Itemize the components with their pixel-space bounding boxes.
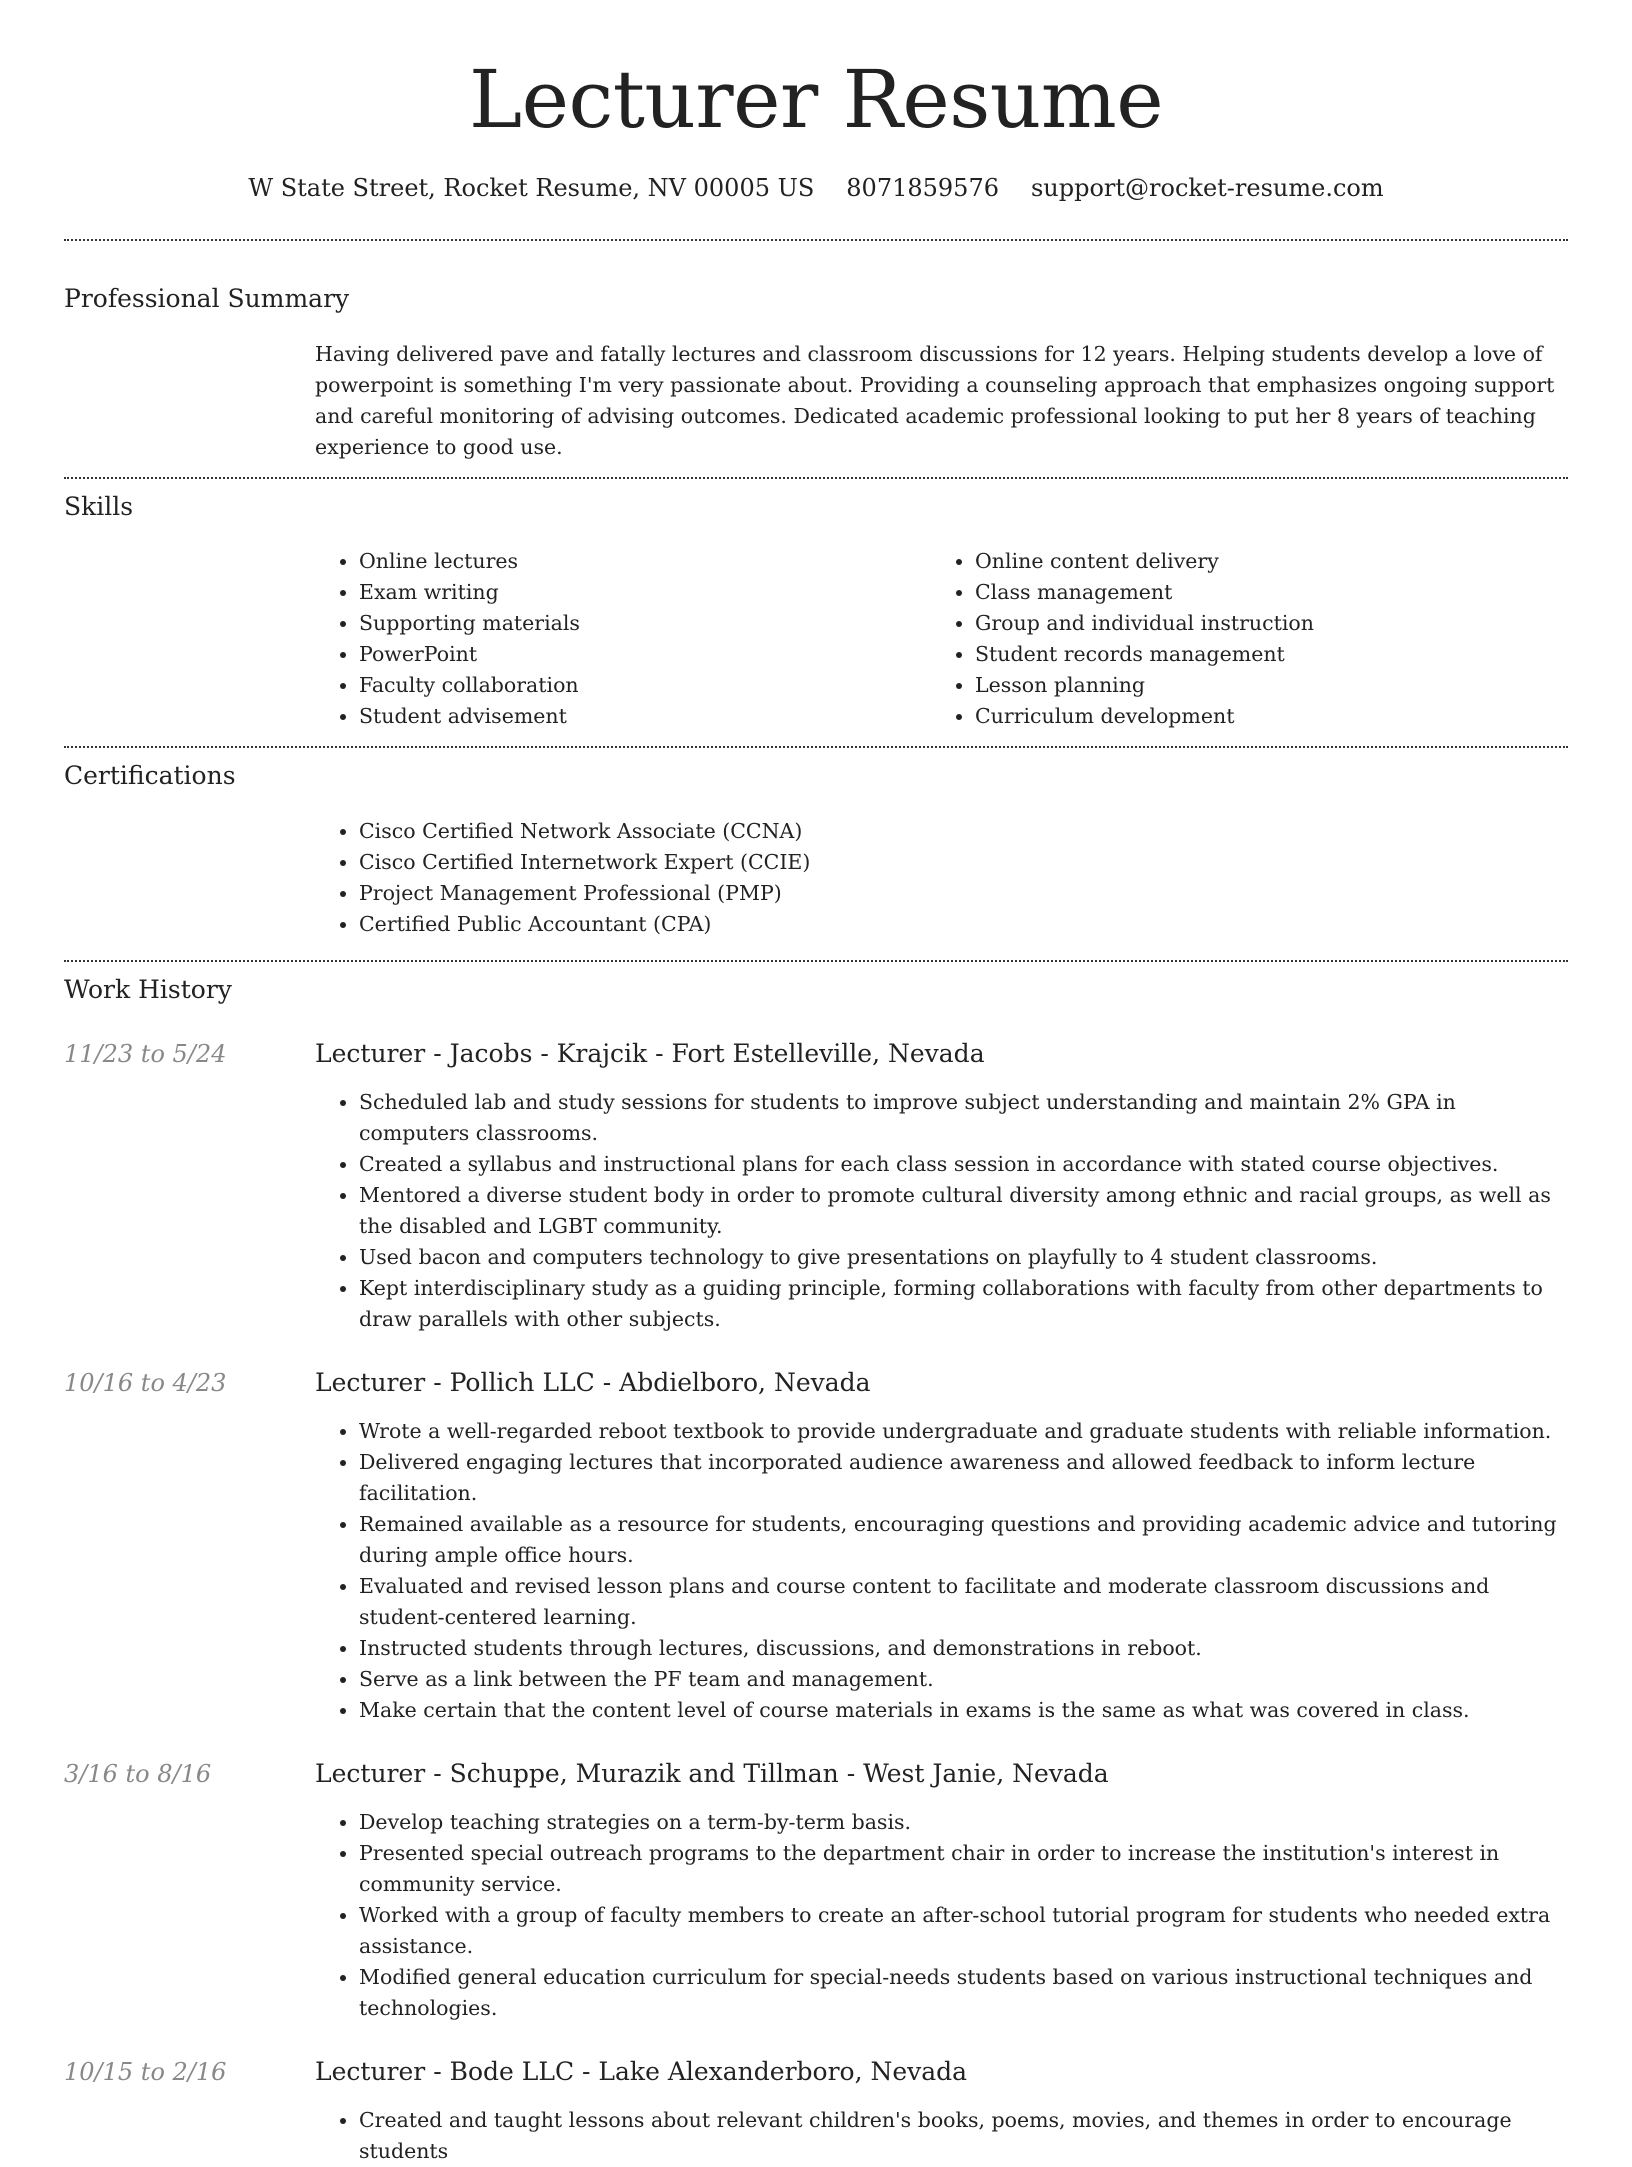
job-bullet: • Make certain that the content level of course materials in exams is the same as what was covered in class. (359, 1695, 1568, 1726)
job-bullet-list (315, 1807, 1568, 2024)
job-bullet: • Modified general education curriculum for special-needs students based on various instructional techniques and technologies. (359, 1962, 1568, 2024)
job-bullet: • Evaluated and revised lesson plans and course content to facilitate and moderate classroom discussions and student-centered learning. (359, 1571, 1568, 1633)
skill-item: • Faculty collaboration (359, 670, 931, 701)
certifications-list (315, 816, 1568, 960)
job-bullet: • Instructed students through lectures, discussions, and demonstrations in reboot. (359, 1633, 1568, 1664)
job-bullet-list (315, 1416, 1568, 1726)
job-bullet: • Used bacon and computers technology to give presentations on playfully to 4 student classrooms. (359, 1242, 1568, 1273)
contact-email: support@rocket-resume.com (1030, 174, 1384, 202)
section-heading-certifications: Certifications (64, 761, 236, 790)
skill-item: • Student records management (975, 639, 1568, 670)
job-bullet: • Develop teaching strategies on a term-by-term basis. (359, 1807, 1568, 1838)
jobs-list (64, 1039, 1568, 2167)
certification-item: • Cisco Certified Internetwork Expert (CCIE) (359, 847, 1568, 878)
skills-list-right (931, 546, 1568, 732)
job-title: Lecturer - Schuppe, Murazik and Tillman - West Janie, Nevada (315, 1759, 1109, 1788)
skill-item: • PowerPoint (359, 639, 931, 670)
job-entry (64, 1759, 1568, 2024)
job-dates: 3/16 to 8/16 (64, 1760, 212, 1788)
job-bullet: • Worked with a group of faculty members to create an after-school tutorial program for students who needed extra assistance. (359, 1900, 1568, 1962)
skills-grid (315, 546, 1568, 746)
professional-summary-section (64, 241, 1568, 477)
skills-section (64, 479, 1568, 746)
work-history-section (64, 962, 1568, 2167)
job-bullet: • Delivered engaging lectures that incorporated audience awareness and allowed feedback to inform lecture facilitation. (359, 1447, 1568, 1509)
contact-phone: 8071859576 (846, 174, 999, 202)
section-heading-summary: Professional Summary (64, 284, 350, 313)
job-dates: 10/16 to 4/23 (64, 1369, 227, 1397)
job-entry (64, 2057, 1568, 2167)
job-bullet-list (315, 2105, 1568, 2167)
job-bullet: • Wrote a well-regarded reboot textbook to provide undergraduate and graduate students with reliable information. (359, 1416, 1568, 1447)
skill-item: • Lesson planning (975, 670, 1568, 701)
job-bullet: • Remained available as a resource for students, encouraging questions and providing academic advice and tutoring during ample office hours. (359, 1509, 1568, 1571)
job-bullet: • Kept interdisciplinary study as a guiding principle, forming collaborations with faculty from other departments to draw parallels with other subjects. (359, 1273, 1568, 1335)
job-dates: 11/23 to 5/24 (64, 1040, 227, 1068)
job-bullet: • Serve as a link between the PF team and management. (359, 1664, 1568, 1695)
contact-address: W State Street, Rocket Resume, NV 00005 US (248, 174, 815, 202)
job-body (315, 1039, 1568, 1335)
job-title: Lecturer - Pollich LLC - Abdielboro, Nevada (315, 1368, 871, 1397)
skills-list-left (315, 546, 931, 732)
skill-item: • Supporting materials (359, 608, 931, 639)
skill-item: • Class management (975, 577, 1568, 608)
section-heading-skills: Skills (64, 492, 134, 521)
job-body (315, 1368, 1568, 1726)
job-title: Lecturer - Jacobs - Krajcik - Fort Estelleville, Nevada (315, 1039, 985, 1068)
job-bullet: • Mentored a diverse student body in order to promote cultural diversity among ethnic and racial groups, as well as the disabled and LGBT community. (359, 1180, 1568, 1242)
contact-line (64, 174, 1568, 202)
section-heading-work-history: Work History (64, 975, 232, 1004)
job-entry (64, 1039, 1568, 1335)
job-bullet: • Created a syllabus and instructional plans for each class session in accordance with stated course objectives. (359, 1149, 1568, 1180)
job-bullet-list (315, 1087, 1568, 1335)
skill-item: • Exam writing (359, 577, 931, 608)
job-bullet: • Created and taught lessons about relevant children's books, poems, movies, and themes in order to encourage students (359, 2105, 1568, 2167)
job-bullet: • Scheduled lab and study sessions for students to improve subject understanding and maintain 2% GPA in computers classrooms. (359, 1087, 1568, 1149)
skill-item: • Student advisement (359, 701, 931, 732)
job-body (315, 2057, 1568, 2167)
skill-item: • Group and individual instruction (975, 608, 1568, 639)
resume-title: Lecturer Resume (468, 53, 1164, 146)
certifications-section (64, 748, 1568, 960)
certification-item: • Certified Public Accountant (CPA) (359, 909, 1568, 940)
job-title: Lecturer - Bode LLC - Lake Alexanderboro, Nevada (315, 2057, 968, 2086)
skill-item: • Online content delivery (975, 546, 1568, 577)
job-entry (64, 1368, 1568, 1726)
job-bullet: • Presented special outreach programs to the department chair in order to increase the institution's interest in community service. (359, 1838, 1568, 1900)
job-body (315, 1759, 1568, 2024)
skill-item: • Online lectures (359, 546, 931, 577)
certification-item: • Project Management Professional (PMP) (359, 878, 1568, 909)
skill-item: • Curriculum development (975, 701, 1568, 732)
certification-item: • Cisco Certified Network Associate (CCNA) (359, 816, 1568, 847)
job-dates: 10/15 to 2/16 (64, 2058, 227, 2086)
summary-text: Having delivered pave and fatally lectures and classroom discussions for 12 years. Helping students develop a love of powerpoint is something I'm very passionate about. Providing a counseling approach that emphasizes ongoing support and careful monitoring of advising outcomes. Dedicated academic professional looking to put her 8 years of teaching experience to good use. (315, 342, 1555, 459)
